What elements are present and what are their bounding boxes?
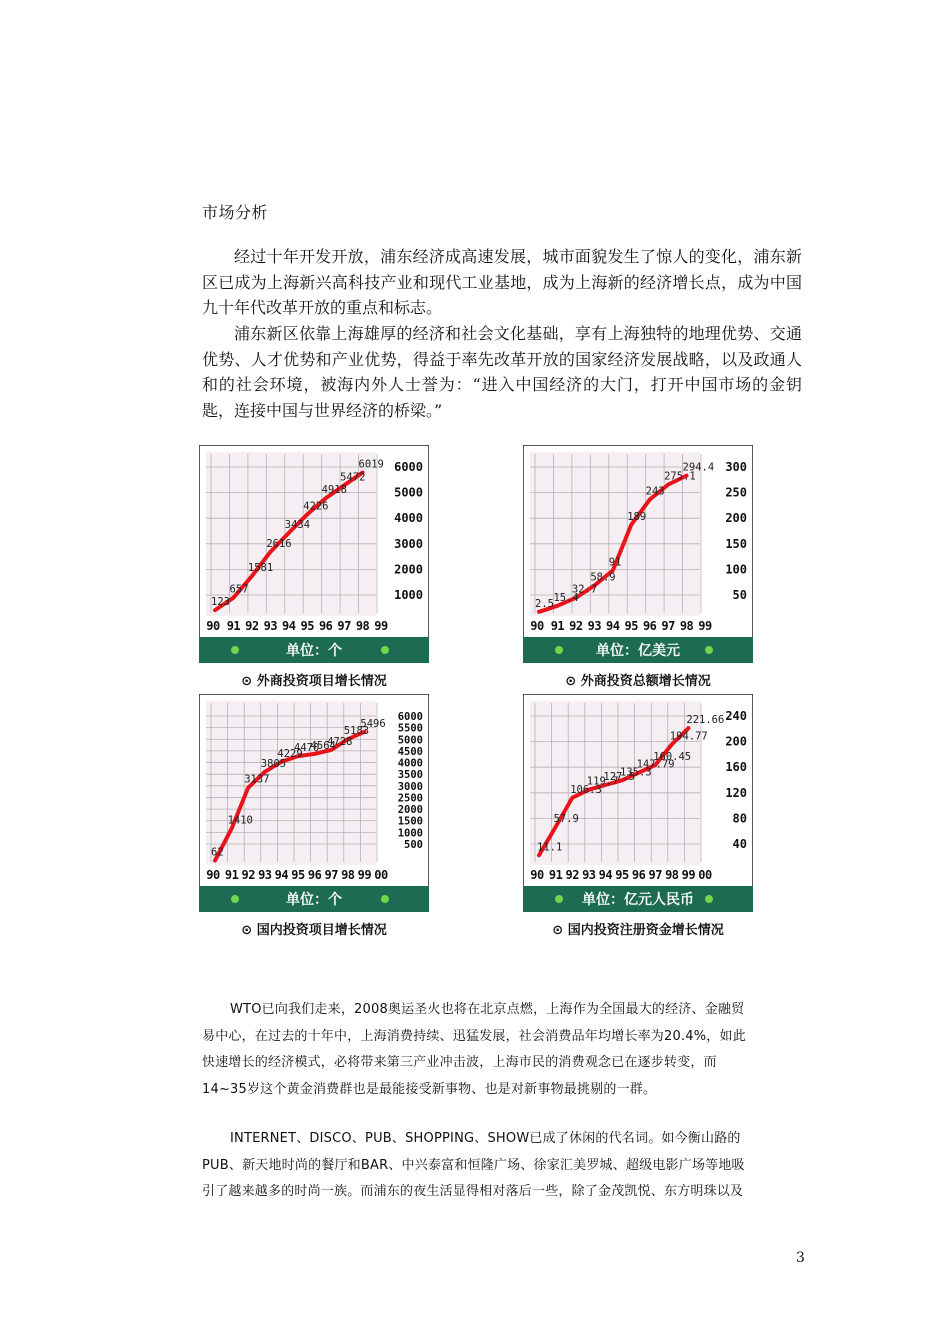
x-tick-label: 98 [679, 619, 694, 633]
y-tick-label: 1000 [394, 588, 423, 602]
x-tick-label: 99 [681, 868, 696, 882]
y-tick-label: 200 [725, 511, 747, 526]
data-label: 4226 [303, 500, 329, 513]
y-tick-label: 5500 [397, 722, 423, 735]
x-tick-label: 92 [569, 619, 583, 633]
data-label: 6019 [358, 458, 384, 471]
section-title: 市场分析 [202, 203, 269, 222]
x-tick-label: 92 [241, 868, 255, 882]
x-tick-label: 95 [624, 619, 638, 633]
y-tick-label: 6000 [397, 711, 423, 723]
x-tick-label: 91 [224, 868, 239, 882]
x-tick-label: 00 [374, 868, 388, 882]
data-label: 119.7 [586, 775, 619, 788]
x-tick-label: 99 [698, 619, 712, 633]
x-tick-label: 96 [307, 868, 322, 882]
y-tick-label: 100 [725, 562, 747, 577]
y-tick-label: 2500 [397, 792, 423, 805]
x-tick-label: 94 [274, 868, 289, 882]
y-tick-label: 4500 [397, 745, 423, 758]
x-tick-label: 96 [318, 619, 333, 633]
unit-label: 单位：个 [286, 892, 342, 908]
x-tick-label: 93 [258, 868, 272, 882]
y-tick-label: 50 [732, 588, 747, 602]
data-label: 3805 [260, 757, 287, 770]
y-tick-label: 3500 [397, 769, 423, 782]
data-label: 91 [608, 556, 622, 569]
data-label: 189 [627, 510, 647, 523]
x-tick-label: 94 [282, 619, 296, 633]
data-label: 1410 [227, 814, 253, 827]
x-tick-label: 90 [530, 619, 544, 633]
data-label: 62 [211, 846, 224, 859]
data-label: 221.66 [686, 714, 725, 727]
data-label: 2.5 [535, 597, 554, 610]
data-label: 294.4 [682, 461, 715, 474]
footer-dot-right [381, 895, 389, 903]
x-tick-label: 96 [642, 619, 657, 633]
y-tick-label: 4000 [397, 757, 423, 770]
data-label: 135.3 [620, 766, 652, 779]
x-tick-label: 95 [615, 868, 629, 882]
data-label: 11.1 [537, 841, 563, 854]
data-label: 4564 [310, 739, 336, 752]
x-tick-label: 00 [698, 868, 712, 882]
y-tick-label: 3000 [394, 536, 423, 551]
x-tick-label: 95 [291, 868, 305, 882]
y-tick-label: 40 [732, 837, 747, 851]
y-tick-label: 1000 [397, 827, 423, 840]
x-tick-label: 90 [206, 619, 220, 633]
y-tick-label: 250 [725, 485, 747, 500]
y-tick-label: 240 [725, 709, 747, 723]
unit-label: 单位：个 [286, 643, 342, 659]
chart-foreign-projects [199, 445, 429, 663]
data-label: 160.45 [653, 751, 692, 764]
caption-domestic-projects: ⊙ 国内投资项目增长情况 [241, 923, 387, 938]
data-label: 5472 [340, 471, 366, 484]
y-tick-label: 6000 [394, 460, 423, 474]
footer-dot-left [555, 646, 563, 654]
x-tick-label: 99 [357, 868, 372, 882]
caption-foreign-amount: ⊙ 外商投资总额增长情况 [565, 674, 711, 689]
data-label: 2616 [266, 537, 292, 550]
data-label: 15.4 [553, 591, 579, 604]
data-label: 32.7 [571, 583, 598, 596]
paragraph-pudong-development: 经过十年开发开放，浦东经济成高速发展，城市面貌发生了惊人的变化，浦东新区已成为上海新兴高科技产业和现代工业基地，成为上海新的经济增长点，成为中国九十年代改革开放的重点和标志。 [202, 247, 802, 317]
footer-dot-right [705, 646, 713, 654]
data-label: 4470 [294, 742, 320, 755]
data-label: 1581 [247, 562, 274, 575]
x-tick-label: 96 [631, 868, 646, 882]
data-label: 657 [229, 583, 249, 596]
data-label: 127.5 [603, 771, 636, 783]
data-label: 3434 [284, 518, 311, 531]
y-tick-label: 2000 [397, 804, 423, 817]
y-tick-label: 3000 [397, 780, 423, 793]
x-tick-label: 91 [548, 868, 563, 882]
chart-foreign-amount [523, 445, 753, 663]
x-tick-label: 91 [550, 619, 565, 633]
footer-dot-left [231, 646, 239, 654]
y-tick-label: 150 [725, 536, 747, 551]
page-number: 3 [796, 1250, 805, 1266]
y-tick-label: 500 [404, 839, 423, 851]
paragraph-pudong-advantages: 浦东新区依靠上海雄厚的经济和社会文化基础，享有上海独特的地理优势、交通优势、人才优势和产业优势，得益于率先改革开放的国家经济发展战略，以及政通人和的社会环境，被海内外人士誉为：“进入中国经济的大门，打开中国市场的金钥匙，连接中国与世界经济的桥梁。” [202, 324, 802, 420]
x-tick-label: 97 [324, 868, 338, 882]
data-label: 4918 [321, 484, 347, 497]
data-label: 4728 [327, 735, 353, 748]
chart-foreign-amount-svg [523, 445, 753, 663]
x-tick-label: 98 [355, 619, 370, 633]
caption-foreign-projects: ⊙ 外商投资项目增长情况 [241, 674, 387, 689]
x-tick-label: 98 [665, 868, 679, 882]
chart-domestic-projects-svg [199, 694, 429, 912]
y-tick-label: 5000 [397, 734, 423, 747]
y-tick-label: 120 [725, 785, 747, 800]
x-tick-label: 90 [206, 868, 220, 882]
data-label: 123 [211, 596, 230, 609]
footer-dot-right [705, 895, 713, 903]
y-tick-label: 200 [725, 734, 747, 749]
unit-label: 单位：亿元人民币 [582, 892, 694, 908]
x-tick-label: 91 [226, 619, 241, 633]
x-tick-label: 92 [245, 619, 259, 633]
x-tick-label: 97 [648, 868, 662, 882]
x-tick-label: 99 [374, 619, 388, 633]
x-tick-label: 98 [341, 868, 355, 882]
chart-domestic-projects [199, 694, 429, 912]
data-label: 5183 [343, 725, 370, 738]
paragraph-leisure: INTERNET、DISCO、PUB、SHOPPING、SHOW已成了休闲的代名词。如今衡山路的PUB、新天地时尚的餐厅和BAR、中兴泰富和恒隆广场、徐家汇美罗城、超级电影广场等地吸引了越来越多的时尚一族。而浦东的夜生活显得相对落后一些，除了金茂凯悦、东方明珠以及 [202, 1131, 745, 1199]
footer-dot-right [381, 646, 389, 654]
chart-foreign-projects-svg [199, 445, 429, 663]
x-tick-label: 94 [598, 868, 613, 882]
y-tick-label: 2000 [394, 562, 423, 577]
data-label: 275.1 [664, 470, 696, 483]
unit-label: 单位：亿美元 [596, 643, 680, 659]
caption-domestic-capital: ⊙ 国内投资注册资金增长情况 [552, 923, 724, 938]
data-label: 3137 [244, 773, 270, 786]
y-tick-label: 80 [732, 811, 747, 826]
data-label: 147.79 [636, 758, 675, 771]
chart-domestic-capital [523, 694, 753, 912]
chart-domestic-capital-svg [523, 694, 753, 912]
x-tick-label: 95 [300, 619, 314, 633]
x-tick-label: 90 [530, 868, 544, 882]
data-label: 57.9 [553, 813, 579, 826]
x-tick-label: 94 [606, 619, 620, 633]
x-tick-label: 93 [263, 619, 278, 633]
footer-dot-left [231, 895, 239, 903]
x-tick-label: 93 [582, 868, 596, 882]
data-label: 4229 [277, 747, 303, 760]
data-label: 243 [645, 485, 665, 498]
x-tick-label: 93 [587, 619, 602, 633]
x-tick-label: 92 [565, 868, 579, 882]
paragraph-consumption: WTO已向我们走来，2008奥运圣火也将在北京点燃，上海作为全国最大的经济、金融贸易中心，在过去的十年中，上海消费持续、迅猛发展，社会消费品年均增长率为20.4%，如此快速增长的经济模式，必将带来第三产业冲击波，上海市民的消费观念已在逐步转变，而14~35岁这个黄金消费群也是最能接受新事物、也是对新事物最挑剔的一群。 [202, 1002, 746, 1097]
y-tick-label: 4000 [394, 511, 423, 526]
y-tick-label: 160 [725, 760, 747, 775]
y-tick-label: 300 [725, 460, 747, 474]
x-tick-label: 97 [337, 619, 351, 633]
x-tick-label: 97 [661, 619, 675, 633]
y-tick-label: 1500 [397, 815, 423, 828]
data-label: 106.3 [570, 783, 602, 796]
footer-dot-left [555, 895, 563, 903]
data-label: 194.77 [669, 730, 708, 743]
data-label: 58.9 [590, 571, 616, 584]
y-tick-label: 5000 [394, 485, 423, 500]
data-label: 5496 [360, 717, 386, 730]
